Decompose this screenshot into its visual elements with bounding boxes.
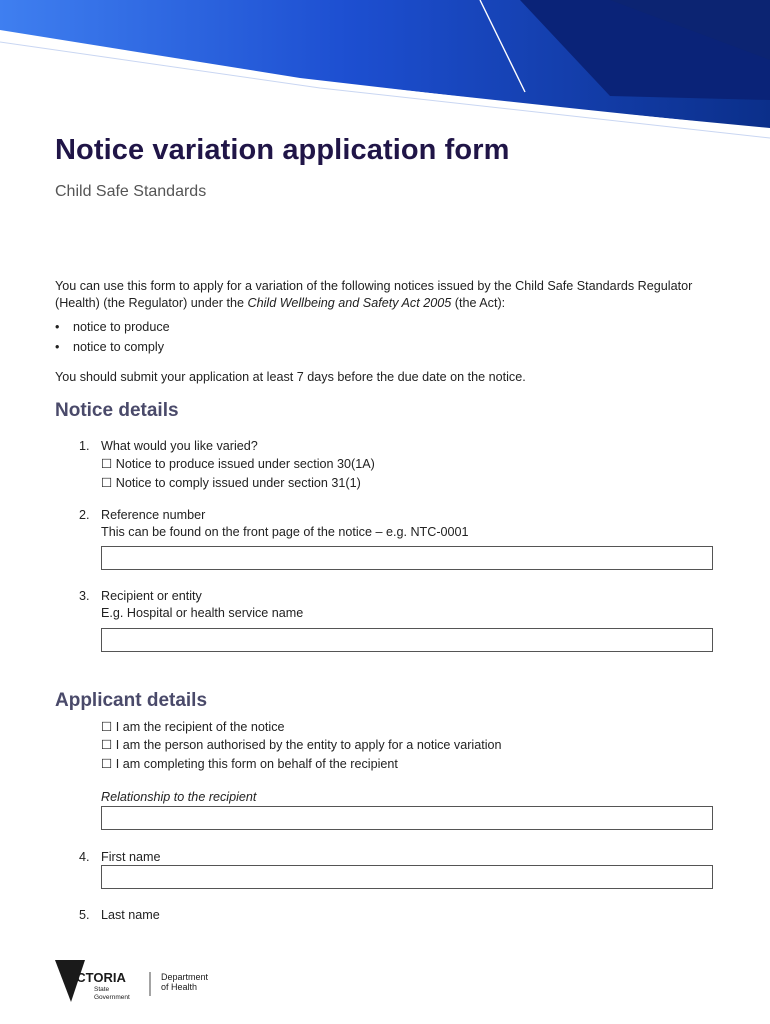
intro-text: You can use this form to apply for a variation of the following notices issued by the Child Safe Standards Regulator (Health) (the Regulator) under the — [55, 279, 693, 310]
question-label: First name — [101, 850, 161, 864]
recipient-entity-field[interactable] — [101, 628, 713, 652]
relationship-field[interactable] — [101, 806, 713, 830]
question-label: Recipient or entity — [101, 589, 202, 603]
page-title: Notice variation application form — [55, 134, 510, 166]
question-number: 3. — [79, 589, 90, 603]
section-heading-applicant-details: Applicant details — [55, 690, 208, 711]
question-help-text: E.g. Hospital or health service name — [101, 606, 304, 620]
submit-note: You should submit your application at least 7 days before the due date on the notice. — [55, 370, 526, 384]
question-label: What would you like varied? — [101, 439, 258, 453]
question-number: 2. — [79, 508, 90, 522]
act-name: Child Wellbeing and Safety Act 2005 — [247, 296, 452, 310]
reference-number-field[interactable] — [101, 546, 713, 570]
victoria-government-logo — [55, 958, 235, 1008]
logo-sub1: State — [94, 986, 110, 993]
checkbox-recipient[interactable]: ☐ I am the recipient of the notice — [101, 720, 285, 734]
checkbox-authorised-person[interactable]: ☐ I am the person authorised by the entity to apply for a notice variation — [101, 738, 502, 752]
first-name-field[interactable] — [101, 865, 713, 889]
list-item: • notice to produce — [55, 320, 170, 334]
dept-line1: Department — [161, 972, 209, 982]
intro-paragraph — [55, 278, 715, 312]
question-number: 5. — [79, 908, 90, 922]
section-heading-notice-details: Notice details — [55, 400, 179, 421]
dept-line2: of Health — [161, 982, 198, 992]
logo-sub2: Government — [94, 994, 130, 1001]
checkbox-notice-to-produce[interactable]: ☐ Notice to produce issued under section 30(1A) — [101, 457, 375, 471]
relationship-label: Relationship to the recipient — [101, 790, 257, 804]
header-banner-graphic — [0, 0, 770, 140]
question-help-text: This can be found on the front page of the notice – e.g. NTC-0001 — [101, 525, 469, 539]
logo-word: VICTORIA — [64, 970, 126, 985]
bullet-icon: • — [55, 340, 60, 354]
question-number: 4. — [79, 850, 90, 864]
question-label: Last name — [101, 908, 160, 922]
question-label: Reference number — [101, 508, 206, 522]
page-subtitle: Child Safe Standards — [55, 183, 207, 200]
question-number: 1. — [79, 439, 90, 453]
list-item: • notice to comply — [55, 340, 164, 354]
checkbox-notice-to-comply[interactable]: ☐ Notice to comply issued under section 31(1) — [101, 476, 361, 490]
intro-text-end: (the Act): — [451, 296, 506, 310]
bullet-icon: • — [55, 320, 60, 334]
checkbox-on-behalf[interactable]: ☐ I am completing this form on behalf of the recipient — [101, 757, 398, 771]
notice-types-list — [55, 318, 170, 358]
